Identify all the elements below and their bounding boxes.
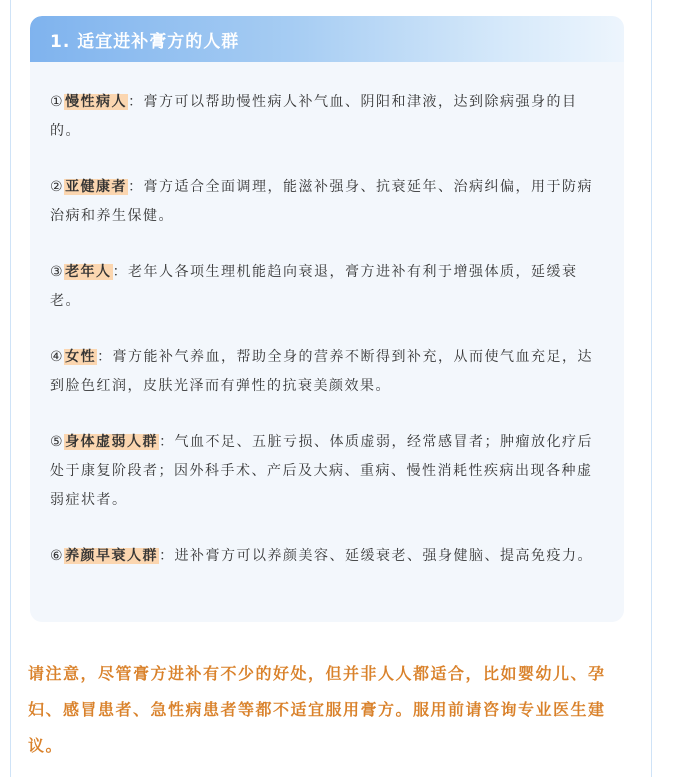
item-label: 亚健康者 bbox=[65, 179, 128, 195]
item-number: ③ bbox=[50, 264, 65, 280]
card-header bbox=[30, 16, 624, 62]
item-text: ：气血不足、五脏亏损、体质虚弱，经常感冒者；肿瘤放化疗后处于康复阶段者；因外科手术、产后及大病、重病、慢性消耗性疾病出现各种虚弱症状者。 bbox=[50, 434, 594, 508]
group-item-weak bbox=[50, 428, 604, 515]
item-number: ④ bbox=[50, 349, 65, 365]
item-text: ：膏方可以帮助慢性病人补气血、阴阳和津液，达到除病强身的目的。 bbox=[50, 94, 578, 139]
group-item-subhealth bbox=[50, 173, 604, 231]
caution-note: 请注意，尽管膏方进补有不少的好处，但并非人人都适合，比如婴幼儿、孕妇、感冒患者、急性病患者等都不适宜服用膏方。服用前请咨询专业医生建议。 bbox=[28, 664, 606, 755]
item-number: ⑤ bbox=[50, 434, 65, 450]
group-item-chronic bbox=[50, 88, 604, 146]
item-text: ：膏方适合全面调理，能滋补强身、抗衰延年、治病纠偏，用于防病治病和养生保健。 bbox=[50, 179, 594, 224]
item-label: 女性 bbox=[65, 349, 97, 365]
section-title: 1. 适宜进补膏方的人群 bbox=[50, 31, 240, 52]
group-item-early-aging bbox=[50, 542, 604, 571]
item-text: ：老年人各项生理机能趋向衰退，膏方进补有利于增强体质，延缓衰老。 bbox=[50, 264, 578, 309]
item-number: ⑥ bbox=[50, 548, 65, 564]
group-item-elderly bbox=[50, 258, 604, 316]
item-label: 慢性病人 bbox=[65, 94, 128, 110]
item-label: 养颜早衰人群 bbox=[65, 548, 159, 564]
item-number: ① bbox=[50, 94, 65, 110]
suitable-groups-card bbox=[30, 16, 624, 622]
item-label: 老年人 bbox=[65, 264, 112, 280]
item-text: ：进补膏方可以养颜美容、延缓衰老、强身健脑、提高免疫力。 bbox=[159, 548, 594, 564]
group-list bbox=[30, 62, 624, 571]
item-number: ② bbox=[50, 179, 65, 195]
group-item-women bbox=[50, 343, 604, 401]
item-text: ：膏方能补气养血，帮助全身的营养不断得到补充，从而使气血充足，达到脸色红润，皮肤光泽而有弹性的抗衰美颜效果。 bbox=[50, 349, 594, 394]
item-label: 身体虚弱人群 bbox=[65, 434, 159, 450]
